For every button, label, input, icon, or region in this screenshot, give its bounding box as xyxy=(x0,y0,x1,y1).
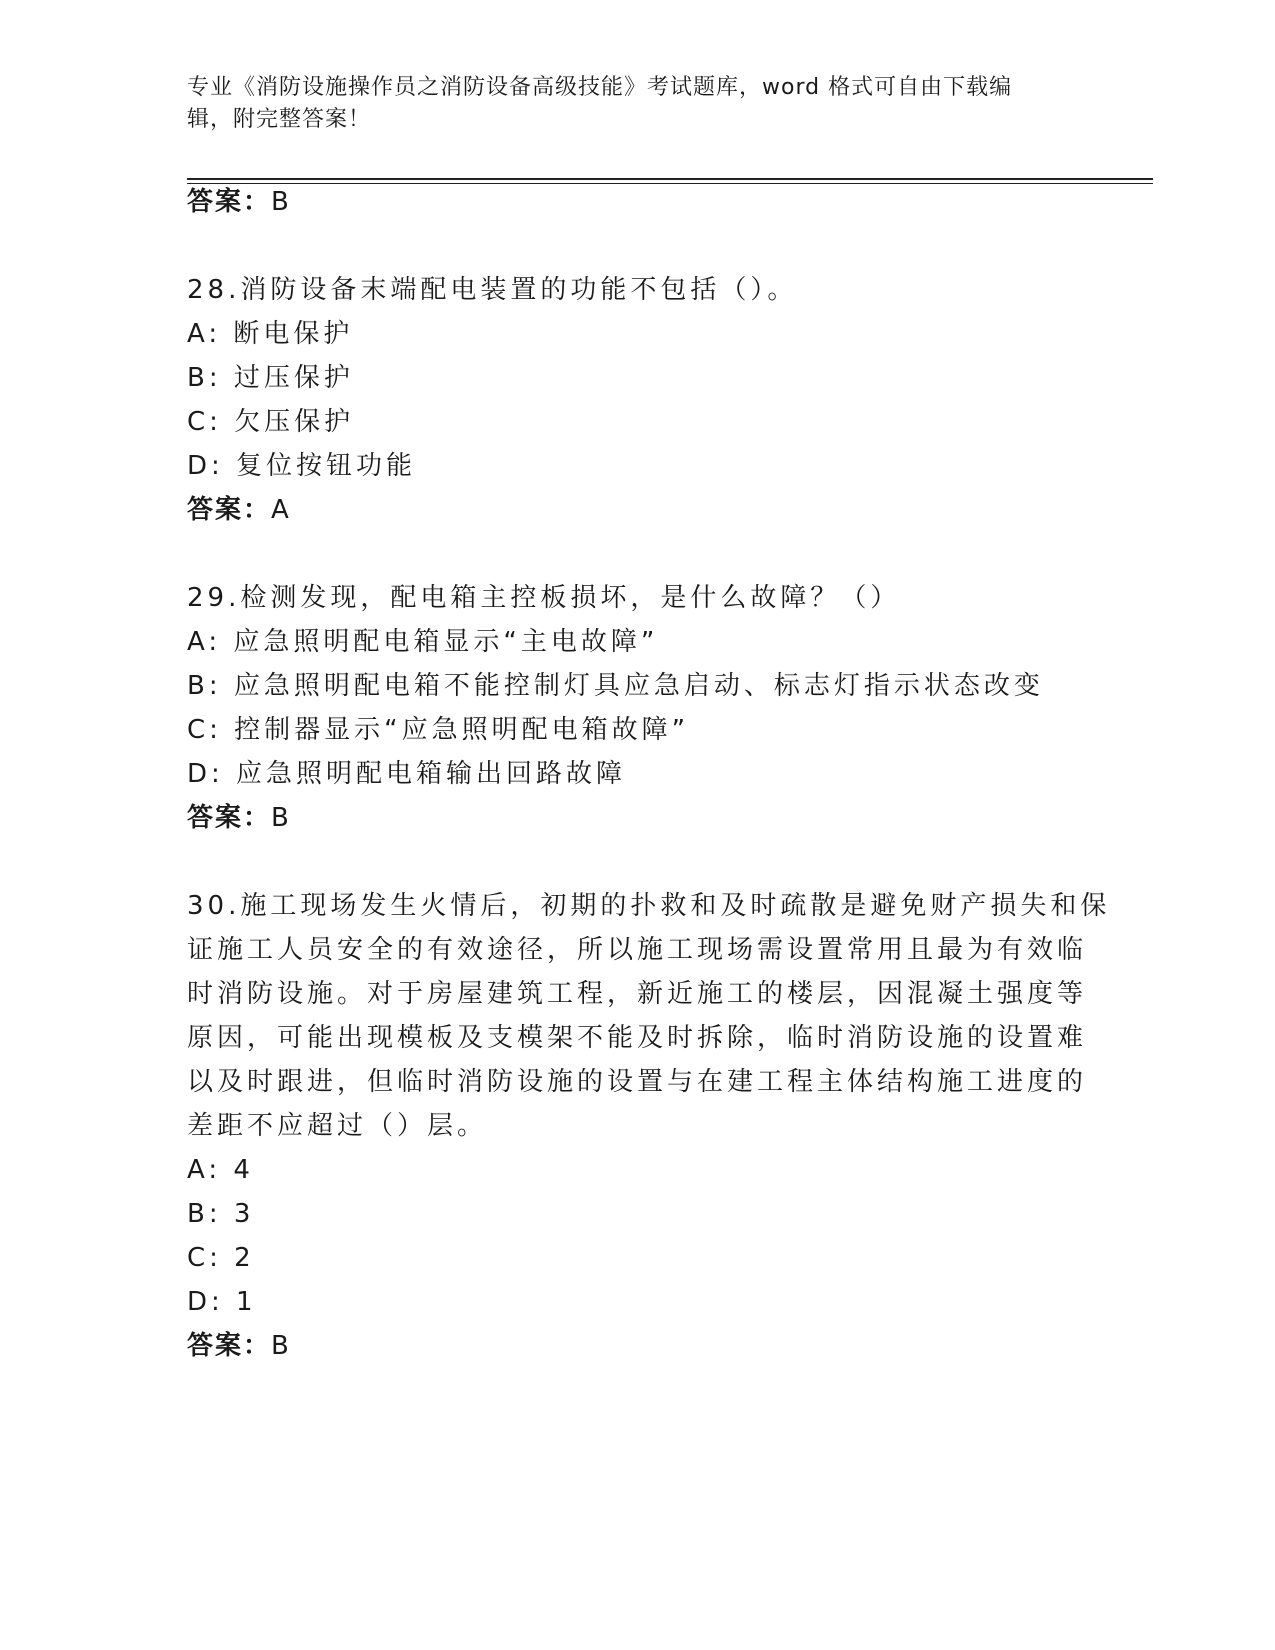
header-divider-thin xyxy=(187,183,1153,184)
question-29-option-a: A: 应急照明配电箱显示“主电故障” xyxy=(187,627,659,657)
answer-value: B xyxy=(271,187,291,217)
header-line-2: 辑，附完整答案！ xyxy=(187,107,372,132)
answer-label: 答案： xyxy=(187,495,272,525)
answer-label: 答案： xyxy=(187,803,272,833)
question-29-option-b: B: 应急照明配电箱不能控制灯具应急启动、标志灯指示状态改变 xyxy=(187,671,1044,701)
question-28-option-a: A: 断电保护 xyxy=(187,319,354,349)
question-28-answer xyxy=(187,494,291,526)
question-30-option-b: B: 3 xyxy=(187,1199,255,1229)
question-30-option-c: C: 2 xyxy=(187,1243,255,1273)
question-29-answer xyxy=(187,802,291,834)
answer-value: B xyxy=(271,1331,291,1361)
question-28-option-d: D: 复位按钮功能 xyxy=(187,451,417,481)
question-28-option-c: C: 欠压保护 xyxy=(187,407,355,437)
question-30-stem-line-2: 证施工人员安全的有效途径，所以施工现场需设置常用且最为有效临 xyxy=(187,935,1088,965)
question-30-stem-line-1: 30.施工现场发生火情后，初期的扑救和及时疏散是避免财产损失和保 xyxy=(187,891,1111,921)
question-29-option-c: C: 控制器显示“应急照明配电箱故障” xyxy=(187,715,690,745)
question-29-option-d: D: 应急照明配电箱输出回路故障 xyxy=(187,759,627,789)
header-divider xyxy=(187,178,1153,180)
answer-label: 答案： xyxy=(187,1331,272,1361)
question-30-stem-line-3: 时消防设施。对于房屋建筑工程，新近施工的楼层，因混凝土强度等 xyxy=(187,979,1088,1009)
question-30-stem-line-5: 以及时跟进，但临时消防设施的设置与在建工程主体结构施工进度的 xyxy=(187,1067,1088,1097)
answer-value: A xyxy=(271,495,291,525)
question-28-option-b: B: 过压保护 xyxy=(187,363,354,393)
question-29-stem: 29.检测发现，配电箱主控板损坏，是什么故障？（） xyxy=(187,583,901,613)
question-30-option-d: D: 1 xyxy=(187,1287,257,1317)
question-30-option-a: A: 4 xyxy=(187,1155,254,1185)
question-30-stem-line-6: 差距不应超过（）层。 xyxy=(187,1111,488,1141)
document-header xyxy=(187,72,1067,136)
question-28-stem: 28.消防设备末端配电装置的功能不包括（）。 xyxy=(187,275,798,305)
answer-value: B xyxy=(271,803,291,833)
header-line-1: 专业《消防设施操作员之消防设备高级技能》考试题库，word 格式可自由下载编 xyxy=(187,75,1013,100)
question-30-answer xyxy=(187,1330,291,1362)
answer-label: 答案： xyxy=(187,187,272,217)
prev-answer xyxy=(187,186,291,218)
question-30-stem-line-4: 原因，可能出现模板及支模架不能及时拆除，临时消防设施的设置难 xyxy=(187,1023,1088,1053)
